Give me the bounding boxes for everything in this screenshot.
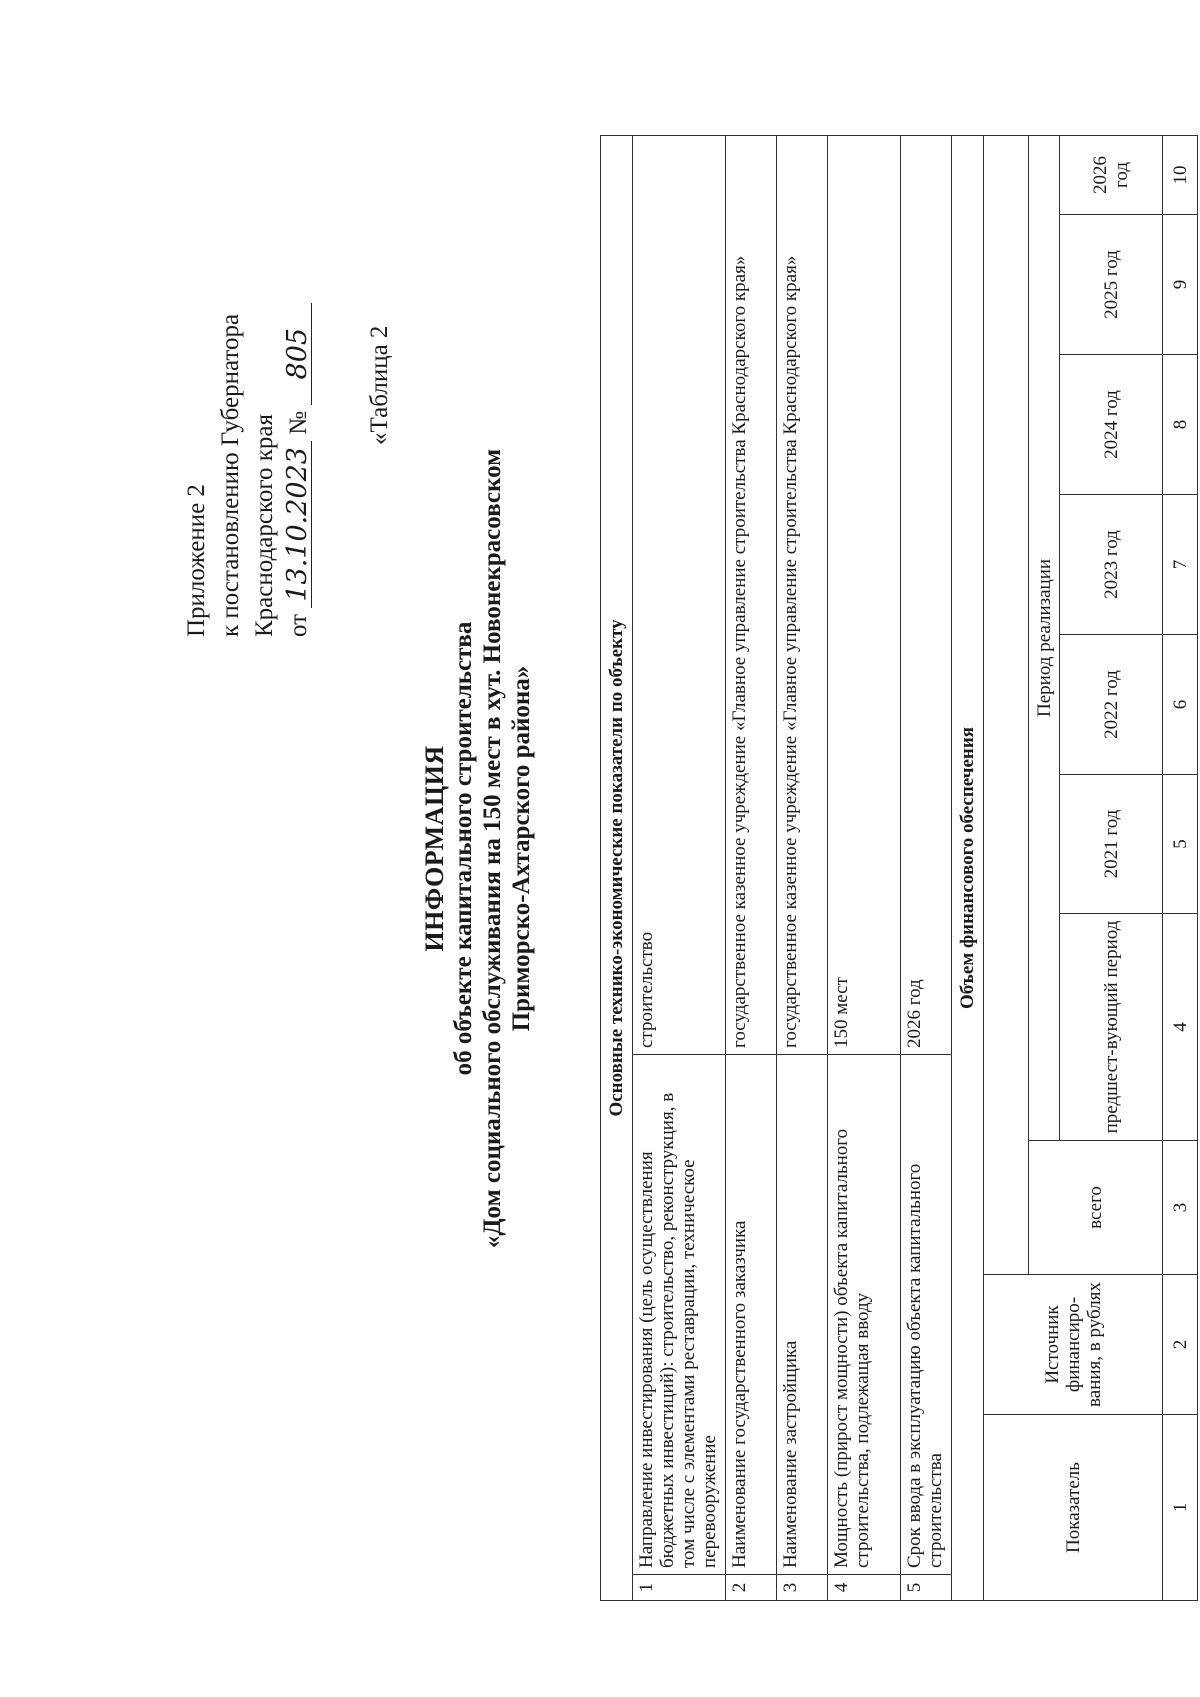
year-header: 2024 год: [1060, 355, 1163, 495]
row-value: строительство: [633, 135, 726, 1054]
table-row: [633, 135, 726, 1600]
resolution-date: 13.10.2023: [285, 441, 312, 608]
table-mark: «Таблица 2: [366, 325, 393, 445]
section2-title: Объем финансового обеспечения: [952, 135, 984, 1600]
column-number: 4: [1163, 914, 1198, 1141]
appendix-block: [180, 303, 316, 637]
row-value: 150 мест: [828, 135, 901, 1054]
table-row: [828, 135, 901, 1600]
appendix-date-line: [282, 303, 316, 637]
column-number: 10: [1163, 135, 1198, 214]
row-number: 4: [828, 1575, 901, 1601]
title-line-3: «Дом социального обслуживания на 150 мест в хут. Новонекрасовском: [479, 448, 506, 1249]
fin-header-blank: [984, 135, 1029, 1274]
column-number: 1: [1163, 1415, 1198, 1601]
document-title: [420, 0, 536, 1697]
column-number: 9: [1163, 215, 1198, 355]
row-value: государственное казенное учреждение «Главное управление строительства Краснодарского края»: [726, 135, 777, 1054]
appendix-line-3: Краснодарского края: [251, 414, 278, 637]
indicator-header: Показатель: [984, 1415, 1163, 1601]
total-header: всего: [1029, 1141, 1163, 1275]
column-number: 3: [1163, 1141, 1198, 1275]
appendix-line-2: к постановлению Губернатора: [217, 313, 244, 637]
year-header: 2025 год: [1060, 215, 1163, 355]
row-label: Наименование государственного заказчика: [726, 1055, 777, 1575]
info-table: [600, 135, 1198, 1601]
row-number: 5: [901, 1575, 952, 1601]
row-label: Наименование застройщика: [777, 1055, 828, 1575]
year-header: 2022 год: [1060, 635, 1163, 775]
period-header: Период реализации: [1029, 135, 1060, 1140]
resolution-number: 805: [285, 303, 312, 405]
from-label: от: [285, 613, 312, 637]
table-row: [901, 135, 952, 1600]
year-header: 2023 год: [1060, 495, 1163, 635]
fin-header-row: [984, 135, 1029, 1600]
column-number: 2: [1163, 1275, 1198, 1415]
source-header: Источник финансиро-вания, в рублях: [984, 1275, 1163, 1415]
column-number: 5: [1163, 775, 1198, 914]
table-row: [777, 135, 828, 1600]
year-header: 2026 год: [1060, 135, 1163, 214]
section1-title: Основные технико-экономические показатели по объекту: [601, 135, 633, 1600]
column-number-row: [1163, 135, 1198, 1600]
row-value: государственное казенное учреждение «Главное управление строительства Краснодарского края»: [777, 135, 828, 1054]
appendix-line-1: Приложение 2: [183, 484, 210, 637]
row-label: Направление инвестирования (цель осуществления бюджетных инвестиций): строительство, реконструкция, в том числе с элементами реставрации, техническое перевооружение: [633, 1055, 726, 1575]
column-number: 8: [1163, 355, 1198, 495]
title-line-4: Приморско-Ахтарского района»: [508, 665, 535, 1032]
title-line-1: ИНФОРМАЦИЯ: [420, 745, 449, 952]
year-header: 2021 год: [1060, 775, 1163, 914]
column-number: 7: [1163, 495, 1198, 635]
row-number: 2: [726, 1575, 777, 1601]
row-number: 3: [777, 1575, 828, 1601]
section-header-row: [952, 135, 984, 1600]
row-label: Срок ввода в эксплуатацию объекта капитального строительства: [901, 1055, 952, 1575]
number-label: №: [285, 410, 312, 435]
column-number: 6: [1163, 635, 1198, 775]
row-value: 2026 год: [901, 135, 952, 1054]
row-number: 1: [633, 1575, 726, 1601]
row-label: Мощность (прирост мощности) объекта капитального строительства, подлежащая вводу: [828, 1055, 901, 1575]
table-row: [726, 135, 777, 1600]
title-line-2: об объекте капитального строительства: [450, 621, 477, 1076]
section-header-row: [601, 135, 633, 1600]
prior-period-header: предшест-вующий период: [1060, 914, 1163, 1141]
